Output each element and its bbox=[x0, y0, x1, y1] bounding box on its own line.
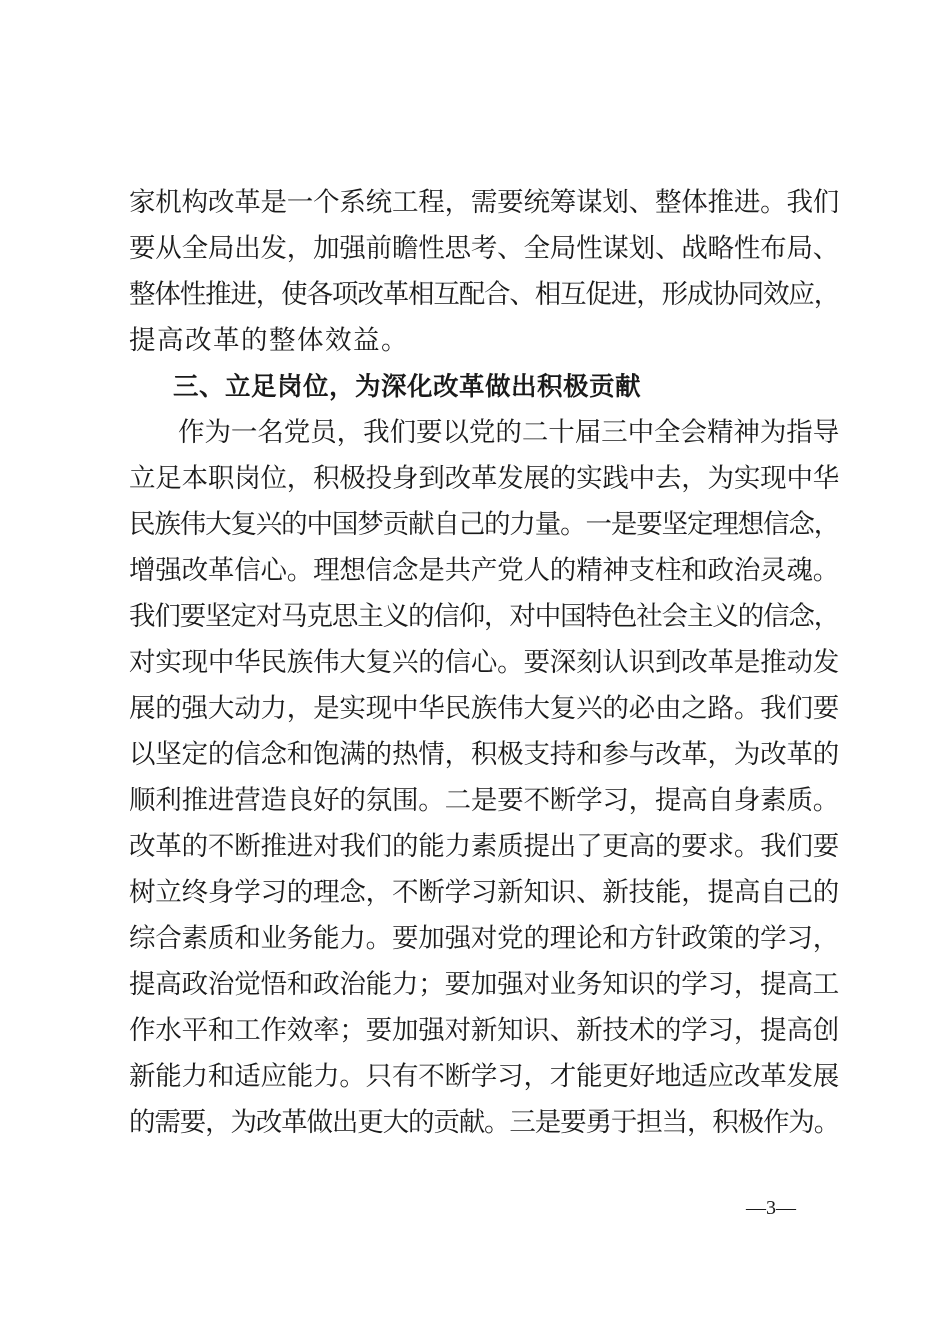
text-line: 我们要坚定对马克思主义的信仰，对中国特色社会主义的信念， bbox=[129, 601, 839, 632]
text-line: 树立终身学习的理念，不断学习新知识、新技能，提高自己的 bbox=[129, 877, 839, 908]
text-line: 增强改革信心。理想信念是共产党人的精神支柱和政治灵魂。 bbox=[129, 555, 839, 586]
text-line: 整体性推进，使各项改革相互配合、相互促进，形成协同效应， bbox=[129, 279, 839, 310]
text-line: 立足本职岗位，积极投身到改革发展的实践中去，为实现中华 bbox=[129, 463, 839, 494]
text-line: 新能力和适应能力。只有不断学习，才能更好地适应改革发展 bbox=[129, 1061, 839, 1092]
text-line: 顺利推进营造良好的氛围。二是要不断学习，提高自身素质。 bbox=[129, 785, 839, 816]
text-line: 民族伟大复兴的中国梦贡献自己的力量。一是要坚定理想信念， bbox=[129, 509, 839, 540]
page-number: —3— bbox=[746, 1197, 796, 1219]
section-heading: 三、立足岗位，为深化改革做出积极贡献 bbox=[173, 372, 642, 402]
text-line: 展的强大动力，是实现中华民族伟大复兴的必由之路。我们要 bbox=[129, 693, 839, 724]
text-line: 的需要，为改革做出更大的贡献。三是要勇于担当，积极作为。 bbox=[129, 1107, 839, 1138]
text-line: 作为一名党员，我们要以党的二十届三中全会精神为指导 bbox=[178, 417, 839, 448]
text-line: 综合素质和业务能力。要加强对党的理论和方针政策的学习， bbox=[129, 923, 839, 954]
text-line: 提高改革的整体效益。 bbox=[129, 325, 409, 356]
text-line: 对实现中华民族伟大复兴的信心。要深刻认识到改革是推动发 bbox=[129, 647, 839, 678]
text-line: 要从全局出发，加强前瞻性思考、全局性谋划、战略性布局、 bbox=[129, 233, 839, 264]
text-line: 家机构改革是一个系统工程，需要统筹谋划、整体推进。我们 bbox=[129, 187, 839, 218]
text-line: 作水平和工作效率；要加强对新知识、新技术的学习，提高创 bbox=[129, 1015, 839, 1046]
text-line: 提高政治觉悟和政治能力；要加强对业务知识的学习，提高工 bbox=[129, 969, 839, 1000]
body-text bbox=[129, 180, 839, 1146]
text-line: 以坚定的信念和饱满的热情，积极支持和参与改革，为改革的 bbox=[129, 739, 839, 770]
text-line: 改革的不断推进对我们的能力素质提出了更高的要求。我们要 bbox=[129, 831, 839, 862]
